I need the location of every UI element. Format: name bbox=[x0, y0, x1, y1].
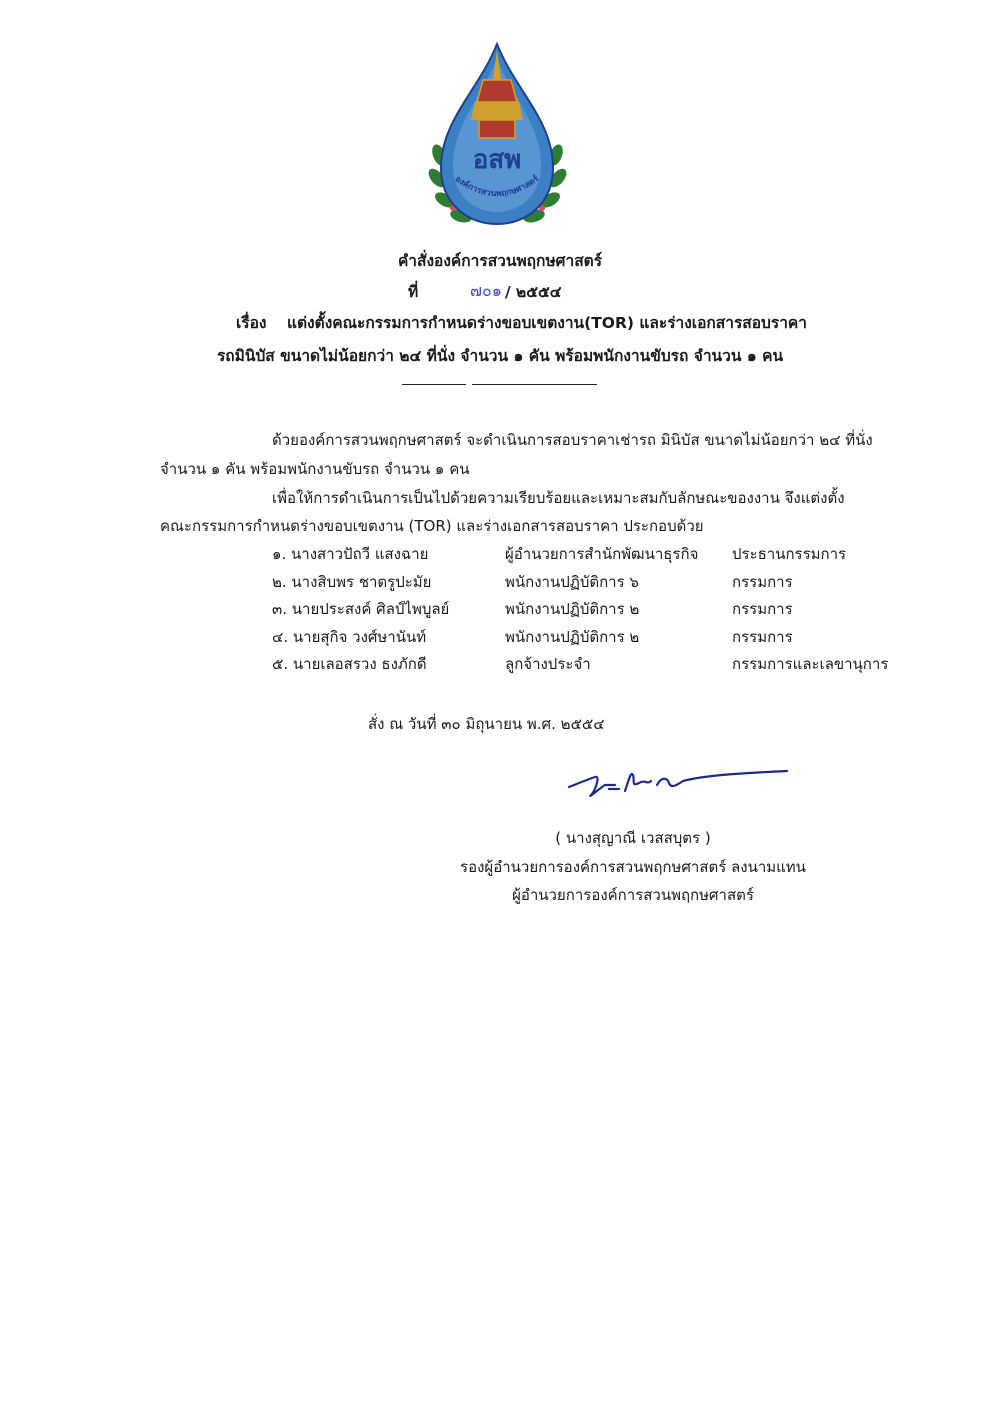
paragraph-1-line-1: ด้วยองค์การสวนพฤกษศาสตร์ จะดำเนินการสอบราคาเช่ารถ มินิบัส ขนาดไม่น้อยกว่า ๒๔ ที่นั่ง bbox=[272, 431, 873, 449]
signatory-title-line-1: รองผู้อำนวยการองค์การสวนพฤกษศาสตร์ ลงนามแทน bbox=[460, 858, 806, 876]
member-role: กรรมการและเลขานุการ bbox=[732, 655, 889, 673]
pavilion-icon bbox=[471, 50, 523, 138]
organization-logo bbox=[425, 40, 570, 230]
order-label: ที่ bbox=[408, 283, 419, 301]
document-title: คำสั่งองค์การสวนพฤกษศาสตร์ bbox=[397, 252, 603, 270]
paragraph-2-line-2: คณะกรรมการกำหนดร่างขอบเขตงาน (TOR) และร่างเอกสารสอบราคา ประกอบด้วย bbox=[160, 517, 704, 535]
subject-line-2: รถมินิบัส ขนาดไม่น้อยกว่า ๒๔ ที่นั่ง จำนวน ๑ คัน พร้อมพนักงานขับรถ จำนวน ๑ คน bbox=[216, 347, 784, 365]
paragraph-1-line-2: จำนวน ๑ คัน พร้อมพนักงานขับรถ จำนวน ๑ คน bbox=[160, 460, 470, 478]
logo-ribbon-text: องค์การสวนพฤกษศาสตร์ bbox=[452, 174, 542, 200]
member-position: พนักงานปฏิบัติการ ๖ bbox=[505, 573, 639, 591]
member-role: ประธานกรรมการ bbox=[732, 545, 847, 563]
member-name: ๒. นางสิบพร ชาตรูปะมัย bbox=[272, 573, 432, 591]
signature bbox=[565, 765, 790, 805]
logo-monogram: อสพ bbox=[472, 145, 522, 175]
signatory-title-line-2: ผู้อำนวยการองค์การสวนพฤกษศาสตร์ bbox=[512, 886, 754, 904]
member-role: กรรมการ bbox=[732, 628, 793, 646]
divider-line-right bbox=[472, 384, 597, 385]
subject-label: เรื่อง bbox=[236, 314, 267, 332]
divider-line-left bbox=[402, 384, 466, 385]
member-position: พนักงานปฏิบัติการ ๒ bbox=[505, 600, 640, 618]
member-name: ๓. นายประสงค์ ศิลป์ไพบูลย์ bbox=[272, 600, 450, 618]
member-name: ๑. นางสาวปัถวี แสงฉาย bbox=[272, 545, 429, 563]
member-role: กรรมการ bbox=[732, 600, 793, 618]
member-role: กรรมการ bbox=[732, 573, 793, 591]
member-name: ๔. นายสุกิจ วงศ์ษานันท์ bbox=[272, 628, 427, 646]
order-number: ๗๐๑ bbox=[470, 281, 502, 300]
member-name: ๕. นายเลอสรวง ธงภักดี bbox=[272, 655, 427, 673]
order-year: / ๒๕๕๔ bbox=[505, 283, 562, 301]
order-date: สั่ง ณ วันที่ ๓๐ มิถุนายน พ.ศ. ๒๕๕๔ bbox=[368, 715, 605, 733]
paragraph-2-line-1: เพื่อให้การดำเนินการเป็นไปด้วยความเรียบร้อยและเหมาะสมกับลักษณะของงาน จึงแต่งตั้ง bbox=[272, 489, 845, 507]
signatory-name: ( นางสุญาณี เวสสบุตร ) bbox=[555, 829, 711, 847]
member-position: ผู้อำนวยการสำนักพัฒนาธุรกิจ bbox=[505, 545, 699, 563]
subject-line-1: แต่งตั้งคณะกรรมการกำหนดร่างขอบเขตงาน(TOR) และร่างเอกสารสอบราคา bbox=[287, 314, 807, 332]
member-position: พนักงานปฏิบัติการ ๒ bbox=[505, 628, 640, 646]
member-position: ลูกจ้างประจำ bbox=[505, 655, 591, 673]
